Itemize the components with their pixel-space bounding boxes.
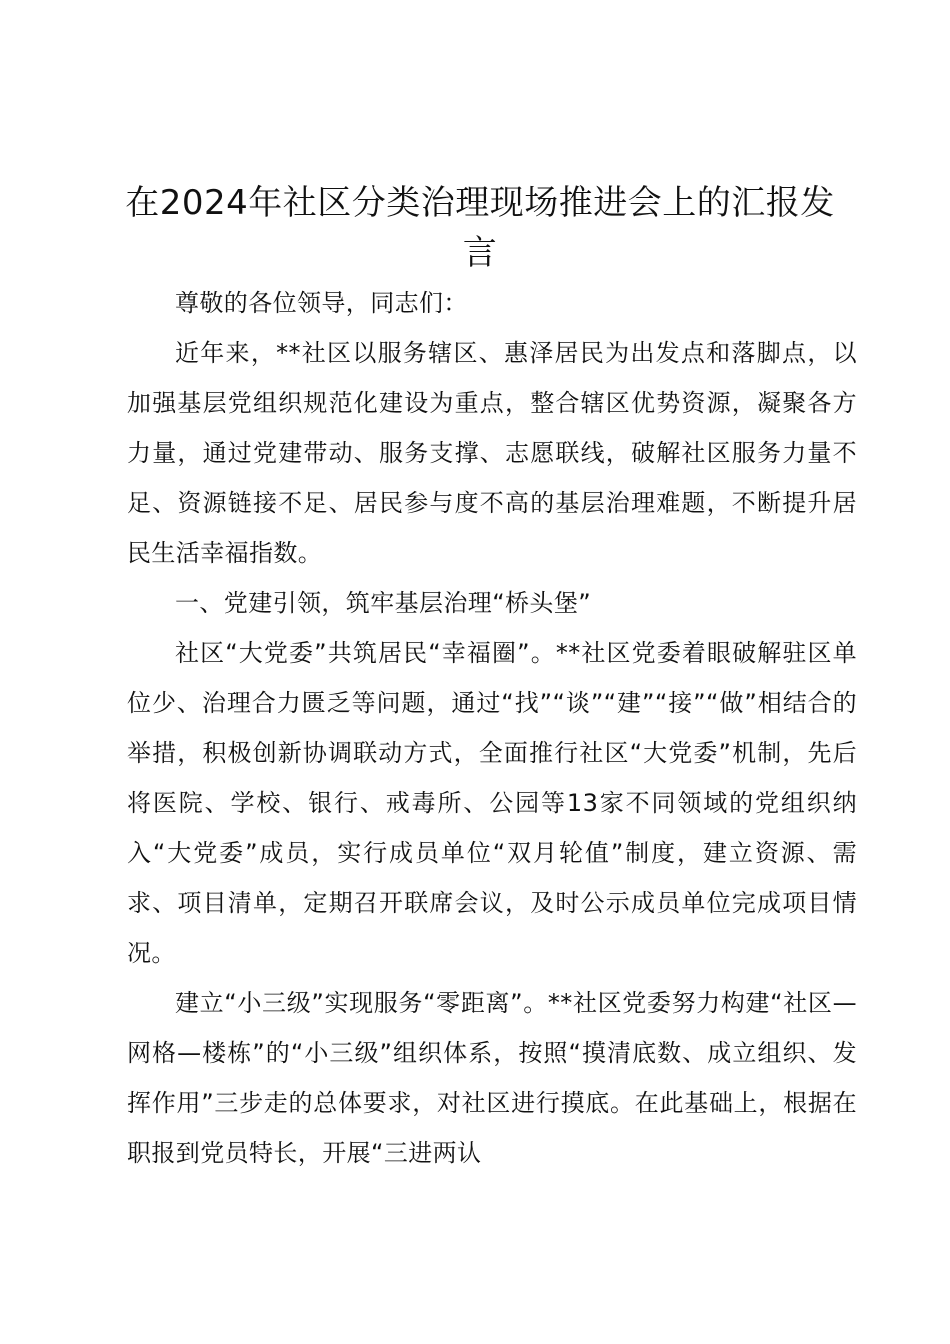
- document-body: [127, 278, 857, 1178]
- paragraph-section1-1: 社区“大党委”共筑居民“幸福圈”。**社区党委着眼破解驻区单位少、治理合力匮乏等问题，通过“找”“谈”“建”“接”“做”相结合的举措，积极创新协调联动方式，全面推行社区“大党委”机制，先后将医院、学校、银行、戒毒所、公园等13家不同领域的党组织纳入“大党委”成员，实行成员单位“双月轮值”制度，建立资源、需求、项目清单，定期召开联席会议，及时公示成员单位完成项目情况。: [127, 639, 857, 967]
- salutation: 尊敬的各位领导，同志们：: [175, 289, 468, 317]
- section-heading-1: 一、党建引领，筑牢基层治理“桥头堡”: [175, 589, 592, 617]
- paragraph-section1-2: 建立“小三级”实现服务“零距离”。**社区党委努力构建“社区—网格—楼栋”的“小三级”组织体系，按照“摸清底数、成立组织、发挥作用”三步走的总体要求，对社区进行摸底。在此基础上，根据在职报到党员特长，开展“三进两认: [127, 989, 857, 1167]
- paragraph-intro: 近年来，**社区以服务辖区、惠泽居民为出发点和落脚点，以加强基层党组织规范化建设为重点，整合辖区优势资源，凝聚各方力量，通过党建带动、服务支撑、志愿联线，破解社区服务力量不足、资源链接不足、居民参与度不高的基层治理难题，不断提升居民生活幸福指数。: [127, 339, 857, 567]
- document-title: 在2024年社区分类治理现场推进会上的汇报发言: [125, 183, 835, 273]
